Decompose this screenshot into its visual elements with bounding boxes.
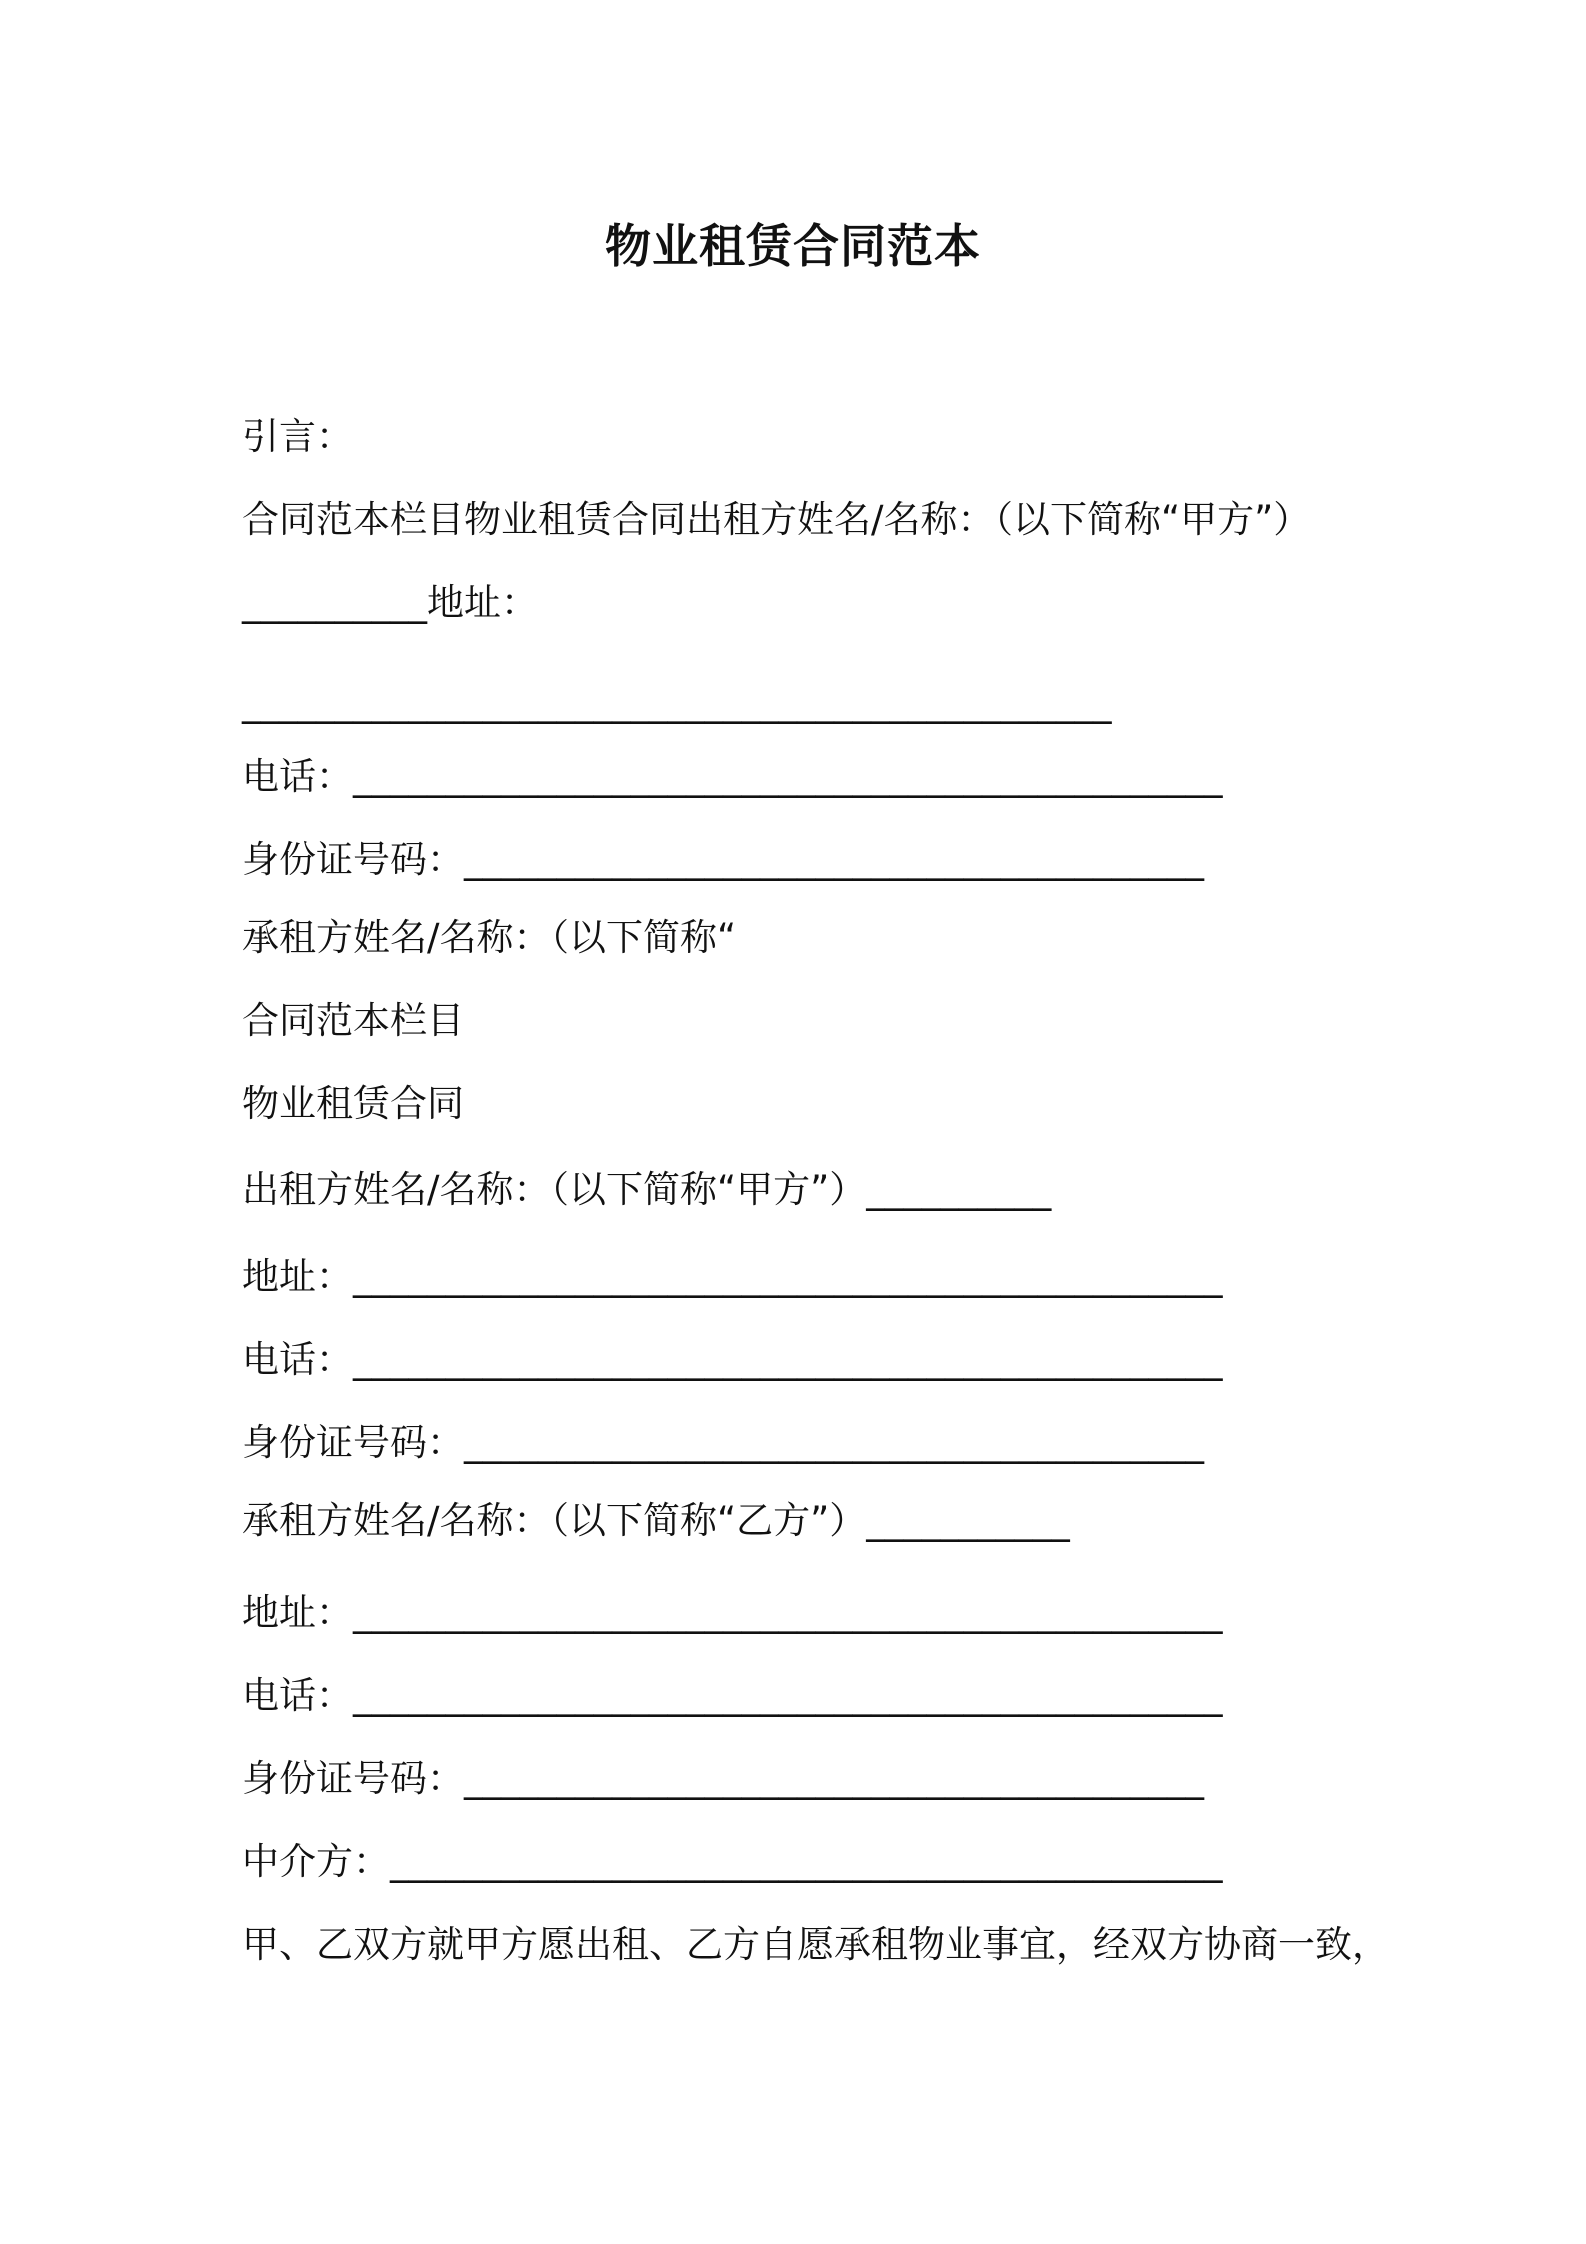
lessor-id-number-line: 身份证号码：________________________________________ [242,1421,1204,1464]
section-label-contract-template: 合同范本栏目 [242,999,464,1042]
lessor-phone-line: 电话：_______________________________________________ [242,1338,1223,1381]
document-title: 物业租赁合同范本 [605,219,981,273]
address-blank-line: _______________________________________________ [242,681,1112,724]
lessor-address-line: 地址：_______________________________________________ [242,1255,1223,1298]
address-line-start: __________地址： [242,581,538,624]
lessee-address-line: 地址：_______________________________________________ [242,1591,1223,1634]
intermediary-line: 中介方：_____________________________________________ [242,1840,1223,1883]
id-number-line-1: 身份证号码：________________________________________ [242,838,1204,881]
lessee-name-line-2: 承租方姓名/名称：（以下简称“乙方”）___________ [242,1499,1070,1542]
contract-header-line: 合同范本栏目物业租赁合同出租方姓名/名称：（以下简称“甲方”） [242,498,1311,541]
lessee-phone-line: 电话：_______________________________________________ [242,1674,1223,1717]
intro-label: 引言： [242,415,353,458]
section-label-property-lease: 物业租赁合同 [242,1082,464,1125]
phone-line-1: 电话：_______________________________________________ [242,755,1223,798]
agreement-intro-paragraph: 甲、乙双方就甲方愿出租、乙方自愿承租物业事宜，经双方协商一致， [242,1923,1389,1966]
lessee-name-line-1: 承租方姓名/名称：（以下简称“ [242,916,737,959]
lessor-name-line: 出租方姓名/名称：（以下简称“甲方”）__________ [242,1168,1052,1211]
lessee-id-number-line: 身份证号码：________________________________________ [242,1757,1204,1800]
